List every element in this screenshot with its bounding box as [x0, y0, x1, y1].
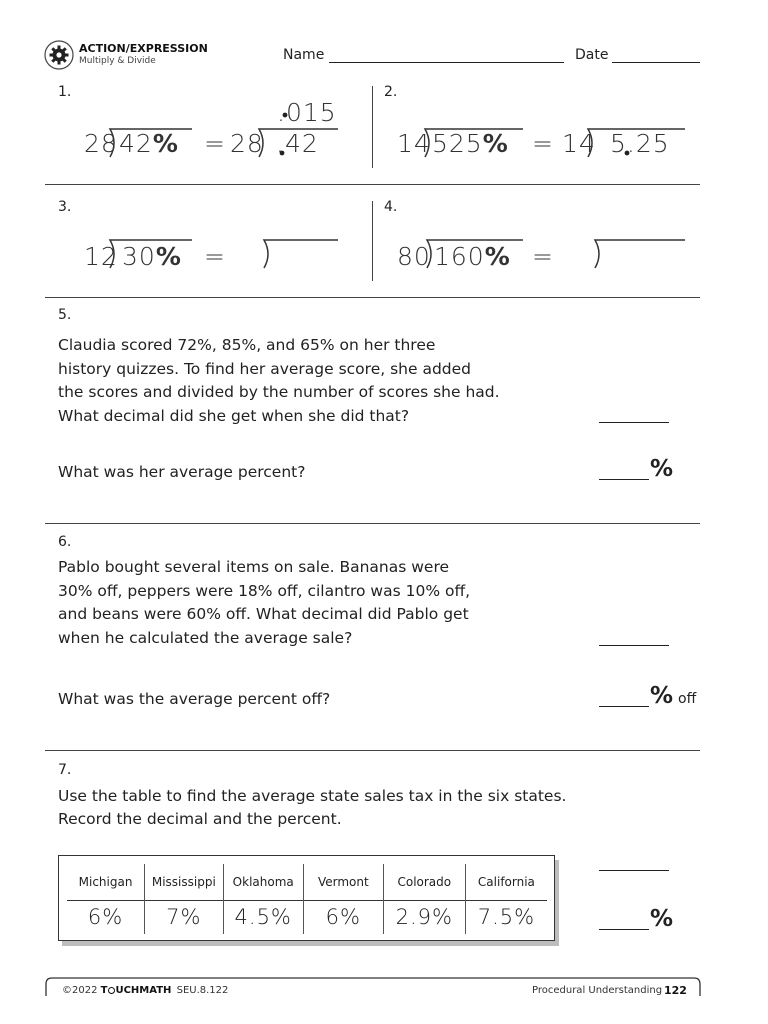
- column-divider: [372, 201, 373, 281]
- problem-4-divisor: 80: [397, 242, 431, 271]
- touchmath-logo: T UCHMATH: [100, 985, 172, 996]
- problem-2-divisor-2: 14: [562, 129, 596, 158]
- problem-1-equals: =: [204, 129, 226, 158]
- problem-3-equals: =: [204, 242, 226, 271]
- table-header-cell: Vermont: [303, 864, 383, 900]
- problem-4-number: 4.: [384, 199, 398, 215]
- text-line: and beans were 60% off. What decimal did Pablo get: [58, 605, 469, 623]
- problem-2-dividend-2: 5.25: [610, 129, 670, 158]
- problem-6-percent-field[interactable]: [599, 706, 649, 707]
- problem-6-number: 6.: [58, 534, 72, 550]
- problem-1-quotient: .015: [277, 98, 337, 127]
- table-header-cell: Oklahoma: [223, 864, 303, 900]
- divider-row-2: [45, 297, 700, 298]
- table-cell: 2.9%: [383, 900, 465, 934]
- problem-6-text: [58, 556, 618, 650]
- table-header-cell: Colorado: [383, 864, 465, 900]
- text-line: Pablo bought several items on sale. Bananas were: [58, 558, 450, 576]
- gear-icon: [44, 40, 74, 70]
- divider-row-1: [45, 184, 700, 185]
- footer-copyright: ©2022 T UCHMATH SEU.8.122: [62, 985, 229, 996]
- tax-table: [58, 855, 555, 941]
- problem-5-question-2: What was her average percent?: [58, 463, 306, 481]
- problem-7-text: [58, 785, 658, 831]
- problem-5-percent-sign: %: [650, 456, 675, 482]
- problem-4-answer-field[interactable]: [598, 236, 686, 270]
- problem-3-number: 3.: [58, 199, 72, 215]
- page-subtitle: Multiply & Divide: [79, 56, 156, 66]
- column-divider: [372, 86, 373, 168]
- table-cell: 6%: [303, 900, 383, 934]
- problem-6-question-2: What was the average percent off?: [58, 690, 331, 708]
- text-line: Claudia scored 72%, 85%, and 65% on her three: [58, 336, 436, 354]
- problem-5-decimal-field[interactable]: [599, 422, 669, 423]
- problem-6-decimal-field[interactable]: [599, 645, 669, 646]
- problem-2-equals: =: [532, 129, 554, 158]
- table-header-cell: Mississippi: [145, 864, 223, 900]
- footer-section: Procedural Understanding: [532, 985, 663, 996]
- text-line: Record the decimal and the percent.: [58, 809, 342, 828]
- name-field[interactable]: [329, 62, 564, 63]
- problem-7-percent-field[interactable]: [599, 929, 649, 930]
- problem-5-percent-field[interactable]: [599, 479, 649, 480]
- problem-7-number: 7.: [58, 762, 72, 778]
- page-title: ACTION/EXPRESSION: [79, 42, 208, 55]
- problem-6-percent-sign: %: [650, 683, 675, 709]
- problem-4-equals: =: [532, 242, 554, 271]
- problem-7-percent-sign: %: [650, 906, 675, 932]
- header: [44, 40, 700, 72]
- table-row: [67, 864, 547, 900]
- problem-5-text: [58, 334, 618, 428]
- divider-row-3: [45, 523, 700, 524]
- tax-table-grid: [67, 864, 547, 934]
- problem-1-number: 1.: [58, 84, 72, 100]
- problem-1-dividend: 42%: [119, 129, 179, 158]
- touch-dot-icon: [108, 987, 115, 994]
- date-field[interactable]: [612, 62, 700, 63]
- problem-4-dividend: 160%: [434, 242, 511, 271]
- problem-3-answer-field[interactable]: [268, 236, 340, 270]
- problem-7-decimal-field[interactable]: [599, 870, 669, 871]
- date-label: Date: [575, 47, 609, 63]
- problem-5-number: 5.: [58, 307, 72, 323]
- name-label: Name: [283, 47, 325, 63]
- table-cell: 4.5%: [223, 900, 303, 934]
- problem-1-dividend-2: .42: [276, 129, 319, 158]
- table-header-cell: California: [477, 874, 535, 889]
- page-number: 122: [664, 984, 687, 997]
- problem-3-divisor: 12: [84, 242, 118, 271]
- text-line: history quizzes. To find her average score, she added: [58, 359, 471, 378]
- problem-2-number: 2.: [384, 84, 398, 100]
- problem-6-off-label: off: [678, 691, 697, 707]
- text-line: What decimal did she get when she did that?: [58, 406, 410, 425]
- text-line: the scores and divided by the number of scores she had.: [58, 383, 500, 401]
- table-row: [67, 900, 547, 934]
- divider-row-4: [45, 750, 700, 751]
- text-line: 30% off, peppers were 18% off, cilantro was 10% off,: [58, 581, 471, 600]
- problem-3-dividend: 30%: [122, 242, 182, 271]
- table-cell: 7%: [145, 900, 223, 934]
- table-cell: 7.5%: [465, 900, 547, 934]
- table-header-cell: Michigan: [67, 864, 145, 900]
- problem-2-divisor: 14: [397, 129, 431, 158]
- table-cell: 6%: [67, 900, 145, 934]
- problem-1-divisor: 28: [84, 129, 118, 158]
- text-line: Use the table to find the average state sales tax in the six states.: [58, 787, 567, 805]
- problem-1-divisor-2: 28: [230, 129, 264, 158]
- problem-2-dividend: 525%: [432, 129, 509, 158]
- text-line: when he calculated the average sale?: [58, 628, 353, 647]
